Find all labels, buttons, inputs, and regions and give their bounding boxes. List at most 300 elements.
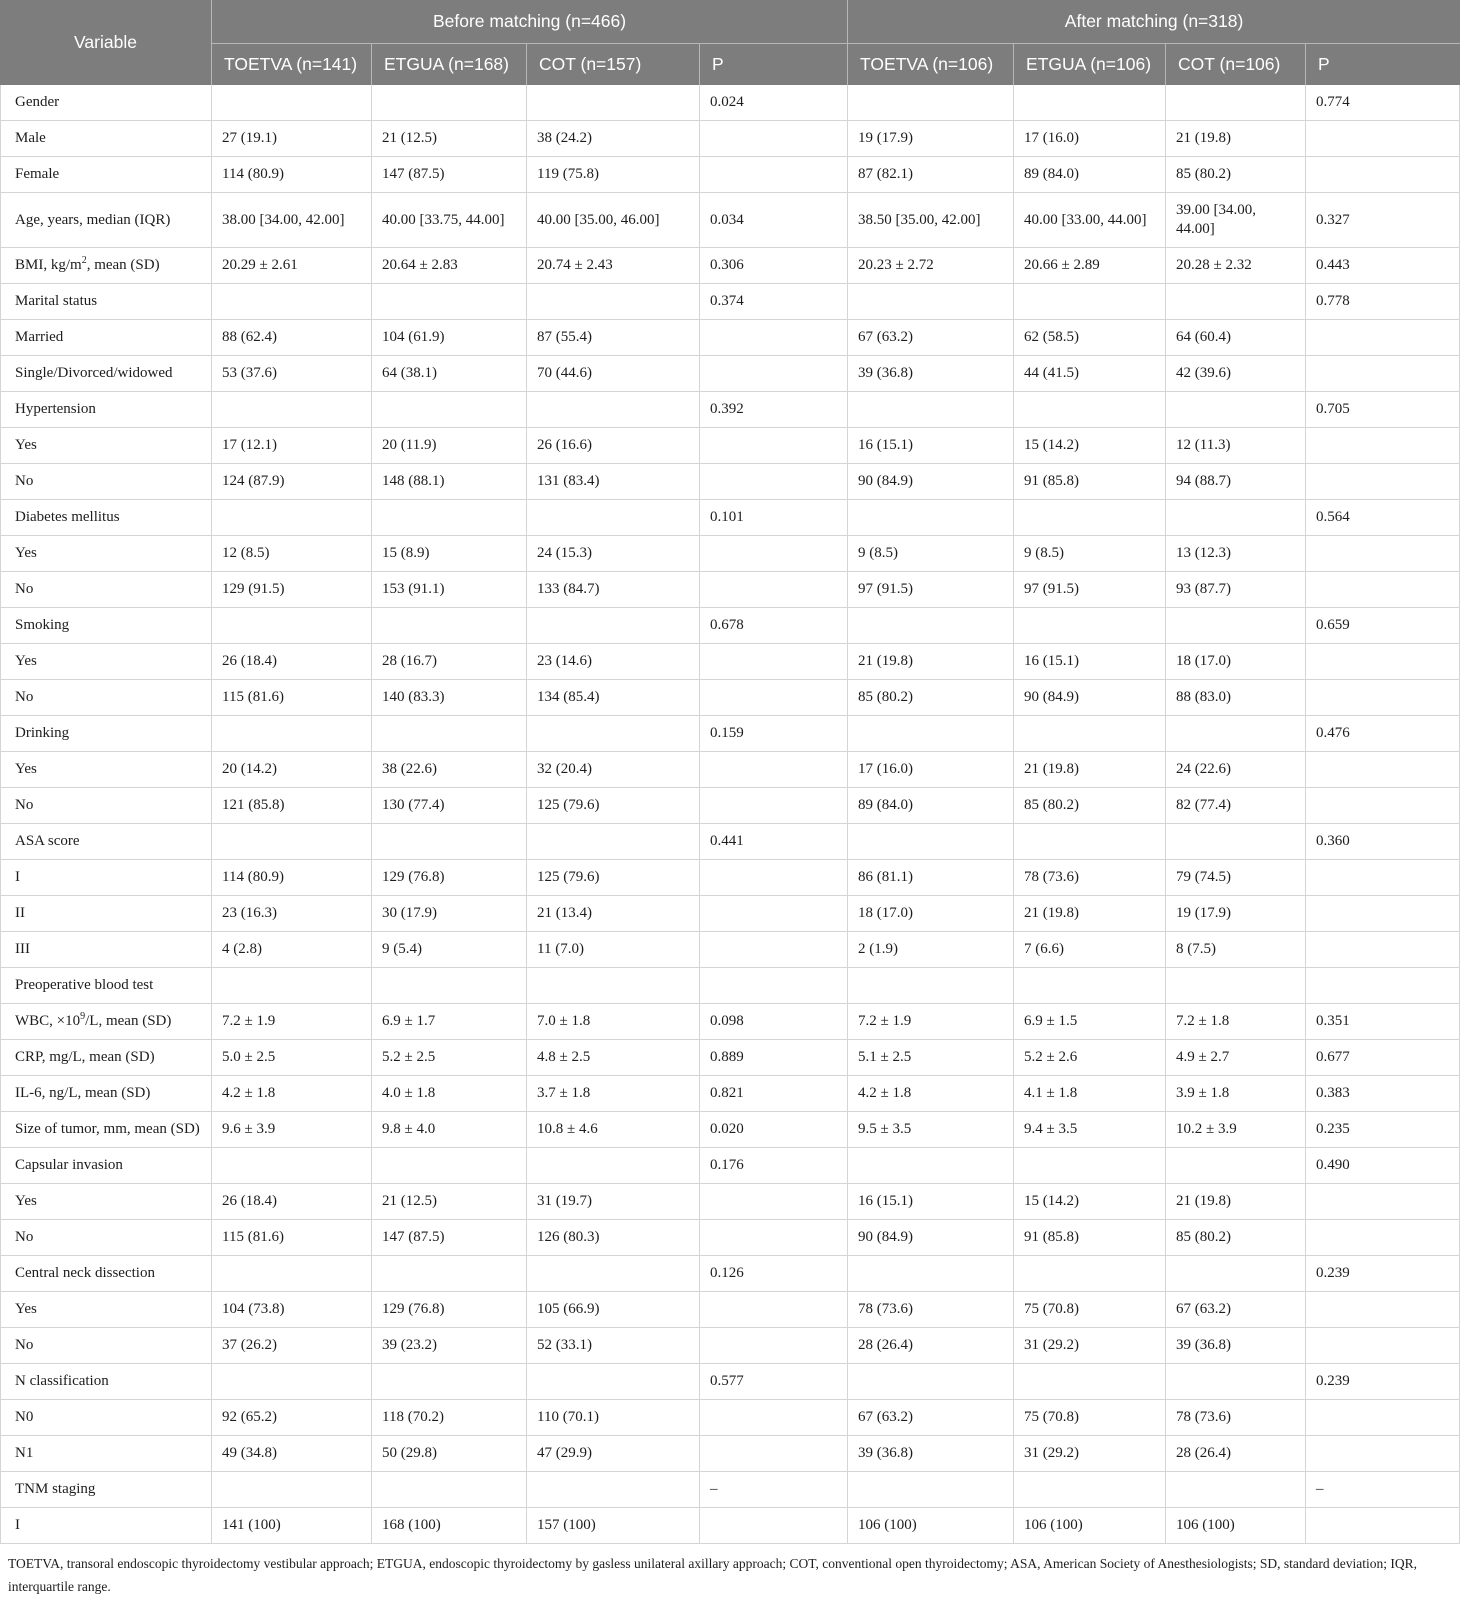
value-cell — [848, 968, 1014, 1004]
value-cell — [1166, 392, 1306, 428]
value-cell: 0.778 — [1306, 284, 1460, 320]
value-cell: 115 (81.6) — [212, 680, 372, 716]
value-cell: 26 (16.6) — [527, 428, 700, 464]
row-label: Single/Divorced/widowed — [0, 356, 212, 392]
row-label: Central neck dissection — [0, 1256, 212, 1292]
value-cell — [1014, 85, 1166, 121]
value-cell — [700, 157, 848, 193]
row-label: No — [0, 1328, 212, 1364]
value-cell: 28 (16.7) — [372, 644, 527, 680]
value-cell: 121 (85.8) — [212, 788, 372, 824]
value-cell — [700, 788, 848, 824]
table-row — [0, 1004, 1460, 1040]
row-label: BMI, $kg/m^2$, mean (SD) — [0, 248, 212, 284]
value-cell — [1306, 1400, 1460, 1436]
table-row — [0, 284, 1460, 320]
value-cell — [1014, 500, 1166, 536]
value-cell: 129 (91.5) — [212, 572, 372, 608]
value-cell — [1306, 121, 1460, 157]
value-cell: 78 (73.6) — [1014, 860, 1166, 896]
value-cell: 0.659 — [1306, 608, 1460, 644]
value-cell: 0.239 — [1306, 1256, 1460, 1292]
value-cell — [1306, 1328, 1460, 1364]
value-cell — [848, 1472, 1014, 1508]
table-row — [0, 932, 1460, 968]
value-cell: 129 (76.8) — [372, 1292, 527, 1328]
value-cell — [372, 1148, 527, 1184]
value-cell: 133 (84.7) — [527, 572, 700, 608]
value-cell: 23 (14.6) — [527, 644, 700, 680]
value-cell: 88 (83.0) — [1166, 680, 1306, 716]
value-cell: 20.28 ± 2.32 — [1166, 248, 1306, 284]
value-cell — [700, 752, 848, 788]
value-cell: 106 (100) — [1166, 1508, 1306, 1544]
value-cell: 26 (18.4) — [212, 644, 372, 680]
value-cell: 32 (20.4) — [527, 752, 700, 788]
table-row — [0, 500, 1460, 536]
value-cell — [527, 608, 700, 644]
row-label: II — [0, 896, 212, 932]
value-cell: 12 (8.5) — [212, 536, 372, 572]
value-cell — [212, 392, 372, 428]
value-cell: 6.9 ± 1.5 — [1014, 1004, 1166, 1040]
value-cell: 21 (19.8) — [1166, 1184, 1306, 1220]
value-cell: 20 (14.2) — [212, 752, 372, 788]
table-row — [0, 608, 1460, 644]
value-cell: 5.2 ± 2.6 — [1014, 1040, 1166, 1076]
value-cell: 31 (29.2) — [1014, 1328, 1166, 1364]
value-cell: 124 (87.9) — [212, 464, 372, 500]
value-cell — [372, 392, 527, 428]
value-cell — [848, 500, 1014, 536]
table-row — [0, 193, 1460, 248]
value-cell — [1014, 608, 1166, 644]
value-cell — [700, 1328, 848, 1364]
value-cell — [700, 1292, 848, 1328]
value-cell: 78 (73.6) — [1166, 1400, 1306, 1436]
value-cell: 10.2 ± 3.9 — [1166, 1112, 1306, 1148]
table-row — [0, 1400, 1460, 1436]
value-cell — [212, 968, 372, 1004]
value-cell — [700, 536, 848, 572]
value-cell: 21 (19.8) — [848, 644, 1014, 680]
value-cell — [700, 896, 848, 932]
row-label: Smoking — [0, 608, 212, 644]
value-cell — [1306, 356, 1460, 392]
value-cell — [1014, 284, 1166, 320]
value-cell: 12 (11.3) — [1166, 428, 1306, 464]
column-header-etgua-after: ETGUA (n=106) — [1014, 44, 1166, 85]
row-label: IL-6, ng/L, mean (SD) — [0, 1076, 212, 1112]
value-cell: 90 (84.9) — [848, 464, 1014, 500]
row-label: Yes — [0, 644, 212, 680]
row-label: Gender — [0, 85, 212, 121]
value-cell: 0.678 — [700, 608, 848, 644]
table-row — [0, 1364, 1460, 1400]
value-cell — [1306, 464, 1460, 500]
table-row — [0, 1508, 1460, 1544]
value-cell: 87 (55.4) — [527, 320, 700, 356]
value-cell — [527, 1256, 700, 1292]
value-cell: 4.8 ± 2.5 — [527, 1040, 700, 1076]
value-cell: 21 (19.8) — [1014, 896, 1166, 932]
row-label: Yes — [0, 1184, 212, 1220]
value-cell — [848, 608, 1014, 644]
value-cell: 52 (33.1) — [527, 1328, 700, 1364]
value-cell: 90 (84.9) — [848, 1220, 1014, 1256]
value-cell — [1306, 428, 1460, 464]
value-cell — [848, 716, 1014, 752]
value-cell: 0.360 — [1306, 824, 1460, 860]
value-cell — [700, 860, 848, 896]
value-cell: 131 (83.4) — [527, 464, 700, 500]
value-cell: 0.677 — [1306, 1040, 1460, 1076]
table-row — [0, 1148, 1460, 1184]
value-cell: 67 (63.2) — [1166, 1292, 1306, 1328]
table-row — [0, 121, 1460, 157]
value-cell — [1306, 680, 1460, 716]
value-cell: 4 (2.8) — [212, 932, 372, 968]
value-cell: 5.0 ± 2.5 — [212, 1040, 372, 1076]
value-cell — [848, 824, 1014, 860]
value-cell: 31 (19.7) — [527, 1184, 700, 1220]
row-label: TNM staging — [0, 1472, 212, 1508]
value-cell: 39.00 [34.00, 44.00] — [1166, 193, 1306, 248]
value-cell: 75 (70.8) — [1014, 1400, 1166, 1436]
value-cell: 106 (100) — [848, 1508, 1014, 1544]
value-cell — [527, 1148, 700, 1184]
value-cell: 10.8 ± 4.6 — [527, 1112, 700, 1148]
value-cell: 0.392 — [700, 392, 848, 428]
table-row — [0, 788, 1460, 824]
value-cell: 141 (100) — [212, 1508, 372, 1544]
value-cell — [700, 1436, 848, 1472]
value-cell: 7.2 ± 1.9 — [848, 1004, 1014, 1040]
row-label: Married — [0, 320, 212, 356]
value-cell: 20.74 ± 2.43 — [527, 248, 700, 284]
value-cell: 38.00 [34.00, 42.00] — [212, 193, 372, 248]
value-cell: 129 (76.8) — [372, 860, 527, 896]
value-cell — [1014, 824, 1166, 860]
value-cell: 23 (16.3) — [212, 896, 372, 932]
value-cell: 119 (75.8) — [527, 157, 700, 193]
value-cell: 67 (63.2) — [848, 1400, 1014, 1436]
value-cell — [212, 608, 372, 644]
subheader-row — [0, 44, 1460, 85]
value-cell: 106 (100) — [1014, 1508, 1166, 1544]
value-cell: 0.020 — [700, 1112, 848, 1148]
value-cell: 28 (26.4) — [848, 1328, 1014, 1364]
value-cell: 64 (60.4) — [1166, 320, 1306, 356]
table-row — [0, 1076, 1460, 1112]
value-cell — [700, 464, 848, 500]
row-label: Yes — [0, 536, 212, 572]
row-label: WBC, $\times 10^9/L$, mean (SD) — [0, 1004, 212, 1040]
table-row — [0, 1436, 1460, 1472]
value-cell — [372, 1364, 527, 1400]
value-cell — [1014, 1148, 1166, 1184]
value-cell: 89 (84.0) — [848, 788, 1014, 824]
value-cell: 89 (84.0) — [1014, 157, 1166, 193]
value-cell: 118 (70.2) — [372, 1400, 527, 1436]
value-cell: 31 (29.2) — [1014, 1436, 1166, 1472]
table-row — [0, 320, 1460, 356]
row-label: Yes — [0, 1292, 212, 1328]
row-label: No — [0, 1220, 212, 1256]
value-cell: 15 (14.2) — [1014, 1184, 1166, 1220]
column-header-p-after: P — [1306, 44, 1460, 85]
value-cell: 18 (17.0) — [848, 896, 1014, 932]
table-row — [0, 1040, 1460, 1076]
value-cell: 157 (100) — [527, 1508, 700, 1544]
value-cell: 0.577 — [700, 1364, 848, 1400]
value-cell: 85 (80.2) — [1166, 157, 1306, 193]
value-cell: 91 (85.8) — [1014, 464, 1166, 500]
value-cell: 97 (91.5) — [848, 572, 1014, 608]
value-cell: 38.50 [35.00, 42.00] — [848, 193, 1014, 248]
value-cell: 9 (8.5) — [848, 536, 1014, 572]
value-cell — [372, 85, 527, 121]
value-cell: 7.2 ± 1.9 — [212, 1004, 372, 1040]
value-cell: 104 (61.9) — [372, 320, 527, 356]
value-cell: 0.126 — [700, 1256, 848, 1292]
row-label: No — [0, 464, 212, 500]
value-cell — [1166, 1472, 1306, 1508]
value-cell — [1014, 968, 1166, 1004]
value-cell: 2 (1.9) — [848, 932, 1014, 968]
table-row — [0, 1256, 1460, 1292]
value-cell — [1166, 608, 1306, 644]
value-cell: 168 (100) — [372, 1508, 527, 1544]
value-cell: 82 (77.4) — [1166, 788, 1306, 824]
value-cell: 28 (26.4) — [1166, 1436, 1306, 1472]
value-cell — [372, 284, 527, 320]
value-cell: 5.1 ± 2.5 — [848, 1040, 1014, 1076]
value-cell: 37 (26.2) — [212, 1328, 372, 1364]
value-cell: 97 (91.5) — [1014, 572, 1166, 608]
value-cell: 40.00 [33.75, 44.00] — [372, 193, 527, 248]
row-label: Yes — [0, 428, 212, 464]
row-label: Female — [0, 157, 212, 193]
table-row — [0, 968, 1460, 1004]
value-cell: 40.00 [35.00, 46.00] — [527, 193, 700, 248]
value-cell: 88 (62.4) — [212, 320, 372, 356]
value-cell: 47 (29.9) — [527, 1436, 700, 1472]
column-header-cot-after: COT (n=106) — [1166, 44, 1306, 85]
value-cell: 0.306 — [700, 248, 848, 284]
value-cell: 40.00 [33.00, 44.00] — [1014, 193, 1166, 248]
value-cell: 140 (83.3) — [372, 680, 527, 716]
value-cell — [527, 968, 700, 1004]
value-cell — [848, 1256, 1014, 1292]
value-cell: 49 (34.8) — [212, 1436, 372, 1472]
row-label: III — [0, 932, 212, 968]
value-cell: 16 (15.1) — [848, 428, 1014, 464]
value-cell: 0.476 — [1306, 716, 1460, 752]
value-cell — [372, 1256, 527, 1292]
row-label: Drinking — [0, 716, 212, 752]
value-cell: 94 (88.7) — [1166, 464, 1306, 500]
value-cell: 7 (6.6) — [1014, 932, 1166, 968]
table-row — [0, 157, 1460, 193]
value-cell: 20.23 ± 2.72 — [848, 248, 1014, 284]
value-cell: 24 (15.3) — [527, 536, 700, 572]
column-header-toetva-after: TOETVA (n=106) — [848, 44, 1014, 85]
value-cell: 3.9 ± 1.8 — [1166, 1076, 1306, 1112]
value-cell: 44 (41.5) — [1014, 356, 1166, 392]
value-cell: 19 (17.9) — [848, 121, 1014, 157]
value-cell — [212, 1148, 372, 1184]
value-cell — [700, 680, 848, 716]
value-cell: 0.239 — [1306, 1364, 1460, 1400]
row-label: No — [0, 788, 212, 824]
table-row — [0, 1292, 1460, 1328]
column-header-p-before: P — [700, 44, 848, 85]
table-row — [0, 716, 1460, 752]
value-cell: 148 (88.1) — [372, 464, 527, 500]
row-label: N0 — [0, 1400, 212, 1436]
column-header-toetva-before: TOETVA (n=141) — [212, 44, 372, 85]
value-cell — [212, 716, 372, 752]
table-row — [0, 1184, 1460, 1220]
value-cell — [1014, 392, 1166, 428]
value-cell: 0.889 — [700, 1040, 848, 1076]
value-cell — [1166, 1148, 1306, 1184]
table-body — [0, 85, 1460, 1544]
table-header — [0, 0, 1460, 85]
value-cell — [1166, 716, 1306, 752]
value-cell: 4.1 ± 1.8 — [1014, 1076, 1166, 1112]
value-cell: 39 (36.8) — [1166, 1328, 1306, 1364]
value-cell: 17 (12.1) — [212, 428, 372, 464]
row-label: No — [0, 680, 212, 716]
value-cell: 9.8 ± 4.0 — [372, 1112, 527, 1148]
value-cell: 85 (80.2) — [1166, 1220, 1306, 1256]
value-cell: 21 (12.5) — [372, 121, 527, 157]
value-cell: 0.024 — [700, 85, 848, 121]
value-cell: 75 (70.8) — [1014, 1292, 1166, 1328]
value-cell: 4.2 ± 1.8 — [848, 1076, 1014, 1112]
value-cell: 3.7 ± 1.8 — [527, 1076, 700, 1112]
value-cell — [1306, 536, 1460, 572]
value-cell: 93 (87.7) — [1166, 572, 1306, 608]
value-cell: 125 (79.6) — [527, 860, 700, 896]
value-cell: 8 (7.5) — [1166, 932, 1306, 968]
value-cell — [212, 824, 372, 860]
value-cell: 38 (24.2) — [527, 121, 700, 157]
value-cell: 0.176 — [700, 1148, 848, 1184]
value-cell — [1306, 1436, 1460, 1472]
value-cell — [372, 968, 527, 1004]
row-label: Capsular invasion — [0, 1148, 212, 1184]
value-cell — [700, 356, 848, 392]
value-cell — [1166, 1364, 1306, 1400]
value-cell — [212, 1256, 372, 1292]
value-cell: 50 (29.8) — [372, 1436, 527, 1472]
value-cell: 0.351 — [1306, 1004, 1460, 1040]
table-row — [0, 356, 1460, 392]
value-cell — [700, 121, 848, 157]
value-cell: 5.2 ± 2.5 — [372, 1040, 527, 1076]
value-cell — [700, 932, 848, 968]
value-cell: 0.774 — [1306, 85, 1460, 121]
table-row — [0, 428, 1460, 464]
value-cell — [1306, 932, 1460, 968]
row-label: Size of tumor, mm, mean (SD) — [0, 1112, 212, 1148]
value-cell: 21 (13.4) — [527, 896, 700, 932]
value-cell: 4.9 ± 2.7 — [1166, 1040, 1306, 1076]
value-cell: 21 (19.8) — [1014, 752, 1166, 788]
row-label: Marital status — [0, 284, 212, 320]
value-cell — [527, 500, 700, 536]
value-cell: 153 (91.1) — [372, 572, 527, 608]
table-footnote: TOETVA, transoral endoscopic thyroidectomy vestibular approach; ETGUA, endoscopic thyroidectomy by gasless unilateral axillary approach; COT, conventional open thyroidectomy; ASA, American Society of Anesthesiologists; SD, standard deviation; IQR, interquartile range. — [8, 1556, 1417, 1594]
value-cell: 20.29 ± 2.61 — [212, 248, 372, 284]
value-cell: 19 (17.9) — [1166, 896, 1306, 932]
value-cell — [372, 500, 527, 536]
value-cell — [1166, 1256, 1306, 1292]
value-cell: 18 (17.0) — [1166, 644, 1306, 680]
group-header-after-matching: After matching (n=318) — [848, 0, 1460, 44]
value-cell — [1166, 500, 1306, 536]
value-cell: 39 (36.8) — [848, 356, 1014, 392]
table-row — [0, 572, 1460, 608]
value-cell: 0.327 — [1306, 193, 1460, 248]
value-cell: 21 (12.5) — [372, 1184, 527, 1220]
value-cell: 110 (70.1) — [527, 1400, 700, 1436]
value-cell: 105 (66.9) — [527, 1292, 700, 1328]
value-cell: 21 (19.8) — [1166, 121, 1306, 157]
value-cell: 0.235 — [1306, 1112, 1460, 1148]
value-cell — [527, 824, 700, 860]
row-label: I — [0, 860, 212, 896]
value-cell — [1306, 968, 1460, 1004]
value-cell: 42 (39.6) — [1166, 356, 1306, 392]
value-cell: – — [1306, 1472, 1460, 1508]
value-cell — [1306, 157, 1460, 193]
value-cell — [700, 1508, 848, 1544]
row-label: Hypertension — [0, 392, 212, 428]
value-cell — [700, 968, 848, 1004]
table-row — [0, 1220, 1460, 1256]
value-cell — [848, 284, 1014, 320]
value-cell: 24 (22.6) — [1166, 752, 1306, 788]
value-cell — [1306, 1220, 1460, 1256]
value-cell: 9.4 ± 3.5 — [1014, 1112, 1166, 1148]
value-cell: 17 (16.0) — [848, 752, 1014, 788]
value-cell: 9.6 ± 3.9 — [212, 1112, 372, 1148]
value-cell: 0.159 — [700, 716, 848, 752]
value-cell — [1306, 1508, 1460, 1544]
value-cell — [700, 572, 848, 608]
value-cell — [527, 1472, 700, 1508]
value-cell: 147 (87.5) — [372, 157, 527, 193]
value-cell — [1306, 1184, 1460, 1220]
value-cell: 114 (80.9) — [212, 157, 372, 193]
value-cell — [1306, 896, 1460, 932]
value-cell: 64 (38.1) — [372, 356, 527, 392]
table-row — [0, 392, 1460, 428]
value-cell: 39 (36.8) — [848, 1436, 1014, 1472]
row-label: Yes — [0, 752, 212, 788]
value-cell — [1014, 716, 1166, 752]
column-header-variable: Variable — [0, 0, 212, 85]
value-cell: 53 (37.6) — [212, 356, 372, 392]
table-row — [0, 248, 1460, 284]
value-cell: 79 (74.5) — [1166, 860, 1306, 896]
value-cell — [212, 85, 372, 121]
value-cell: 7.2 ± 1.8 — [1166, 1004, 1306, 1040]
